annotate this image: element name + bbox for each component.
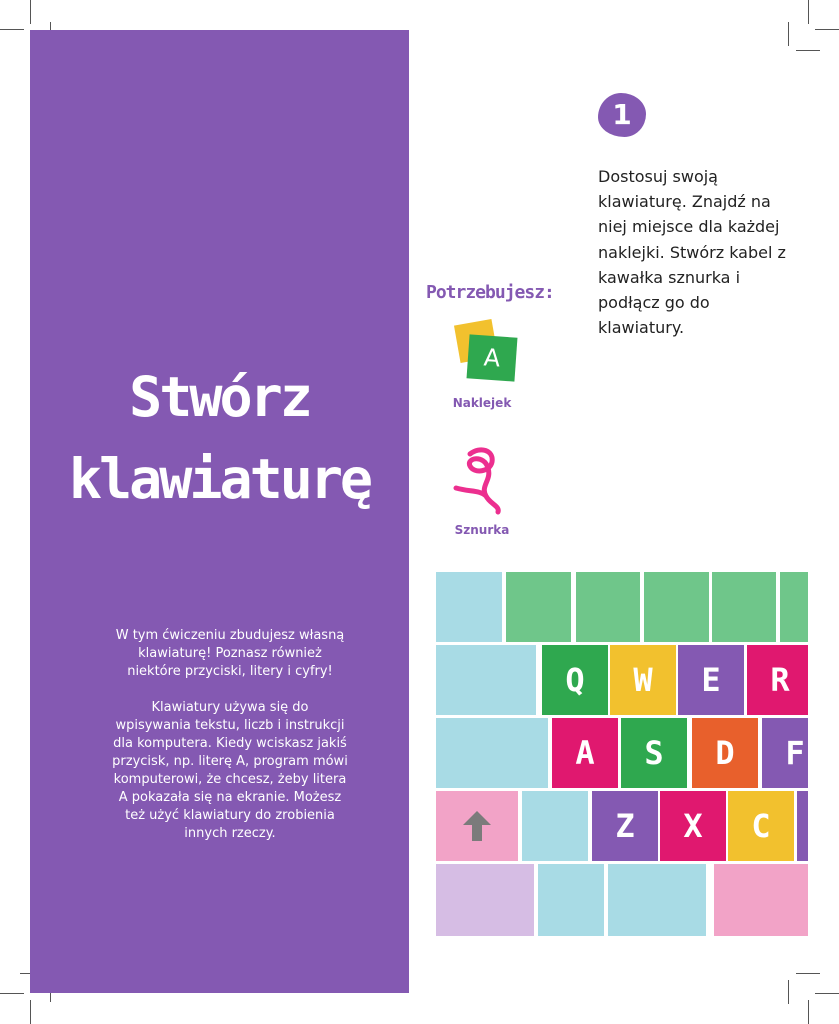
- keyboard-key: [506, 572, 571, 642]
- key-w: W: [610, 645, 676, 715]
- intro-paragraph-1: W tym ćwiczeniu zbudujesz własną klawiaturę! Poznasz również niektóre przyciski, litery i cyfry!: [115, 628, 345, 679]
- keyboard-illustration: [436, 572, 808, 936]
- crop-mark: [30, 1000, 31, 1024]
- intro-panel: [30, 30, 409, 993]
- title-line-2: klawiaturę: [68, 447, 371, 511]
- shift-key: [436, 791, 518, 861]
- keyboard-key: [436, 645, 536, 715]
- crop-mark: [0, 29, 24, 30]
- sticker-front: A: [467, 334, 518, 381]
- string-icon: [450, 446, 506, 516]
- needs-item-label-string: Sznurka: [454, 523, 510, 537]
- key-z: Z: [592, 791, 658, 861]
- crop-mark: [796, 973, 820, 974]
- keyboard-key: [797, 791, 808, 861]
- keyboard-key: [644, 572, 709, 642]
- key-a: A: [552, 718, 618, 788]
- crop-mark: [788, 22, 789, 46]
- keyboard-key: [780, 572, 808, 642]
- intro-text: [112, 627, 348, 861]
- keyboard-key: [436, 572, 502, 642]
- keyboard-key: [522, 791, 588, 861]
- crop-mark: [815, 29, 839, 30]
- keyboard-key: [436, 864, 534, 936]
- crop-mark: [30, 0, 31, 24]
- key-d: D: [692, 718, 758, 788]
- title-line-1: Stwórz: [129, 365, 310, 429]
- intro-paragraph-2: Klawiatury używa się do wpisywania tekstu, liczb i instrukcji dla komputera. Kiedy wciskasz jakiś przycisk, np. literę A, program mówi komputerowi, że chcesz, żeby litera A pokazała się na ekranie. Możesz też użyć klawiatury do zrobienia innych rzeczy.: [112, 700, 348, 841]
- key-x: X: [660, 791, 726, 861]
- crop-mark: [815, 993, 839, 994]
- keyboard-key: [538, 864, 604, 936]
- keyboard-key: [608, 864, 706, 936]
- needs-title: Potrzebujesz:: [426, 282, 554, 303]
- keyboard-key: [712, 572, 776, 642]
- crop-mark: [808, 1000, 809, 1024]
- key-r: R: [747, 645, 808, 715]
- crop-mark: [808, 0, 809, 24]
- key-e: E: [678, 645, 744, 715]
- crop-mark: [788, 980, 789, 1004]
- step-number-badge: 1: [598, 93, 646, 137]
- keyboard-key: [714, 864, 808, 936]
- keyboard-key: [576, 572, 640, 642]
- key-c: C: [728, 791, 794, 861]
- crop-mark: [796, 50, 820, 51]
- crop-mark: [0, 993, 24, 994]
- keyboard-key: [436, 718, 548, 788]
- key-f: F: [762, 718, 808, 788]
- shift-arrow-icon: [461, 809, 493, 843]
- step-instruction: Dostosuj swoją klawiaturę. Znajdź na niej miejsce dla każdej naklejki. Stwórz kabel z kawałka sznurka i podłącz go do klawiatury.: [598, 167, 786, 338]
- page-title: [30, 356, 409, 520]
- needs-item-label-stickers: Naklejek: [452, 396, 512, 410]
- key-s: S: [621, 718, 687, 788]
- key-q: Q: [542, 645, 608, 715]
